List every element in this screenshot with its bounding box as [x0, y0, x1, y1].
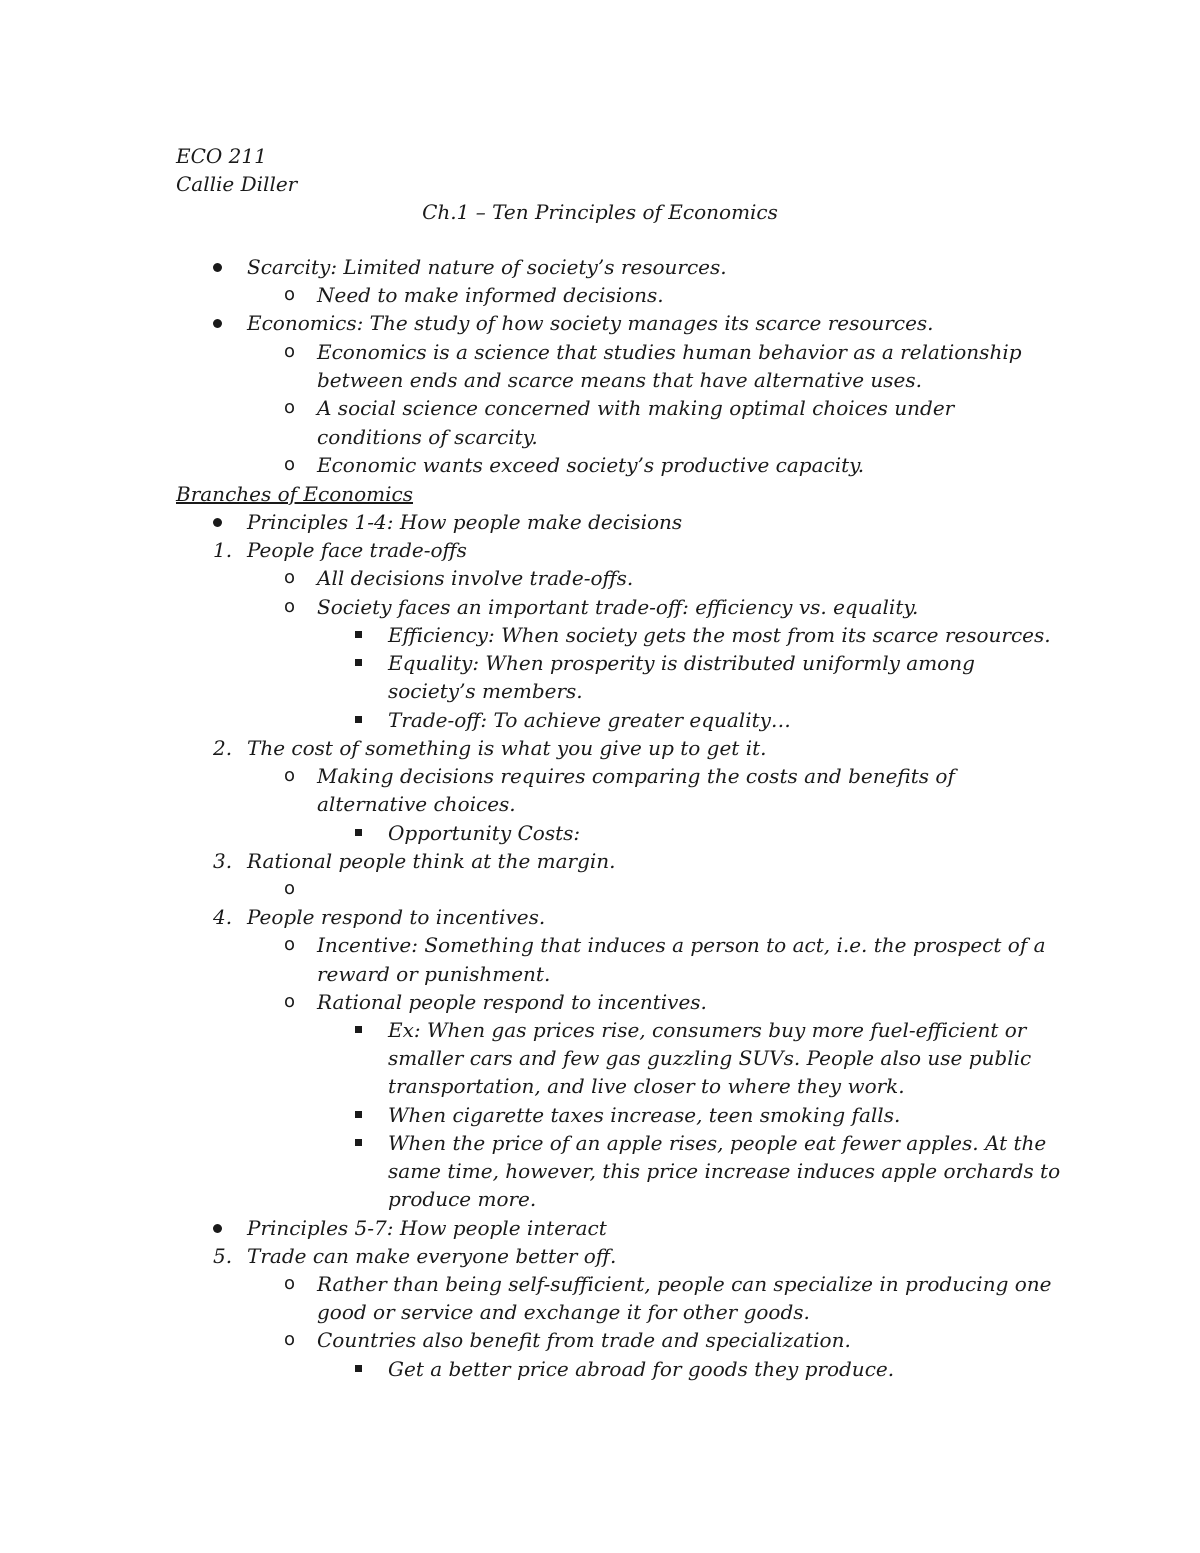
list-item-continued: reward or punishment. [317, 962, 551, 986]
list-item: Scarcity: Limited nature of society’s resources. [247, 255, 727, 279]
list-item: Need to make informed decisions. [317, 283, 664, 307]
circle-bullet-icon: o [284, 765, 296, 786]
list-item-continued: transportation, and live closer to where they work. [388, 1074, 905, 1098]
square-bullet-icon [355, 829, 362, 836]
list-item: When cigarette taxes increase, teen smoking falls. [388, 1103, 901, 1127]
list-item: Making decisions requires comparing the costs and benefits of [317, 764, 955, 788]
list-item: People respond to incentives. [247, 905, 546, 929]
circle-bullet-icon: o [284, 397, 296, 418]
list-item-continued: between ends and scarce means that have alternative uses. [317, 368, 922, 392]
list-item: Rational people think at the margin. [247, 849, 616, 873]
list-item: Economic wants exceed society’s productive capacity. [317, 453, 865, 477]
circle-bullet-icon: o [284, 567, 296, 588]
list-item: Economics: The study of how society manages its scarce resources. [247, 311, 934, 335]
bullet-icon [213, 518, 222, 527]
list-item: Rather than being self-sufficient, people can specialize in producing one [317, 1272, 1052, 1296]
list-number: 3. [213, 849, 233, 873]
circle-bullet-icon: o [284, 878, 296, 899]
section-heading: Branches of Economics [176, 482, 413, 506]
list-item: Countries also benefit from trade and specialization. [317, 1328, 851, 1352]
list-item: Rational people respond to incentives. [317, 990, 707, 1014]
list-item-continued: produce more. [388, 1187, 537, 1211]
list-item: Trade can make everyone better off. [247, 1244, 617, 1268]
bullet-icon [213, 1224, 222, 1233]
list-item: When the price of an apple rises, people eat fewer apples. At the [388, 1131, 1047, 1155]
list-item: Principles 5-7: How people interact [247, 1216, 607, 1240]
list-item: Get a better price abroad for goods they produce. [388, 1357, 895, 1381]
list-item: A social science concerned with making optimal choices under [317, 396, 955, 420]
list-item: All decisions involve trade-offs. [317, 566, 634, 590]
list-number: 5. [213, 1244, 233, 1268]
list-item: People face trade-offs [247, 538, 467, 562]
list-number: 1. [213, 538, 233, 562]
circle-bullet-icon: o [284, 1329, 296, 1350]
list-item: Equality: When prosperity is distributed uniformly among [388, 651, 975, 675]
list-number: 2. [213, 736, 233, 760]
square-bullet-icon [355, 1111, 362, 1118]
list-item: Incentive: Something that induces a person to act, i.e. the prospect of a [317, 933, 1046, 957]
square-bullet-icon [355, 631, 362, 638]
bullet-icon [213, 319, 222, 328]
list-item-continued: smaller cars and few gas guzzling SUVs. People also use public [388, 1046, 1032, 1070]
circle-bullet-icon: o [284, 284, 296, 305]
list-item-continued: good or service and exchange it for other goods. [317, 1300, 810, 1324]
author-name: Callie Diller [176, 172, 298, 196]
list-item: Trade-off: To achieve greater equality… [388, 708, 791, 732]
list-item-continued: society’s members. [388, 679, 583, 703]
circle-bullet-icon: o [284, 934, 296, 955]
list-item-continued: conditions of scarcity. [317, 425, 538, 449]
square-bullet-icon [355, 659, 362, 666]
list-item: Efficiency: When society gets the most from its scarce resources. [388, 623, 1051, 647]
circle-bullet-icon: o [284, 341, 296, 362]
list-item: Society faces an important trade-off: efficiency vs. equality. [317, 595, 919, 619]
square-bullet-icon [355, 1026, 362, 1033]
circle-bullet-icon: o [284, 454, 296, 475]
list-item-continued: same time, however, this price increase induces apple orchards to [388, 1159, 1061, 1183]
list-item: Opportunity Costs: [388, 821, 581, 845]
bullet-icon [213, 263, 222, 272]
list-item: Principles 1-4: How people make decisions [247, 510, 683, 534]
list-item-continued: alternative choices. [317, 792, 516, 816]
list-item: The cost of something is what you give up to get it. [247, 736, 767, 760]
circle-bullet-icon: o [284, 596, 296, 617]
square-bullet-icon [355, 1139, 362, 1146]
square-bullet-icon [355, 716, 362, 723]
page-title: Ch.1 – Ten Principles of Economics [422, 200, 778, 224]
list-item: Ex: When gas prices rise, consumers buy more fuel-efficient or [388, 1018, 1027, 1042]
circle-bullet-icon: o [284, 991, 296, 1012]
list-item: Economics is a science that studies human behavior as a relationship [317, 340, 1022, 364]
square-bullet-icon [355, 1365, 362, 1372]
circle-bullet-icon: o [284, 1273, 296, 1294]
course-code: ECO 211 [176, 144, 267, 168]
list-number: 4. [213, 905, 233, 929]
